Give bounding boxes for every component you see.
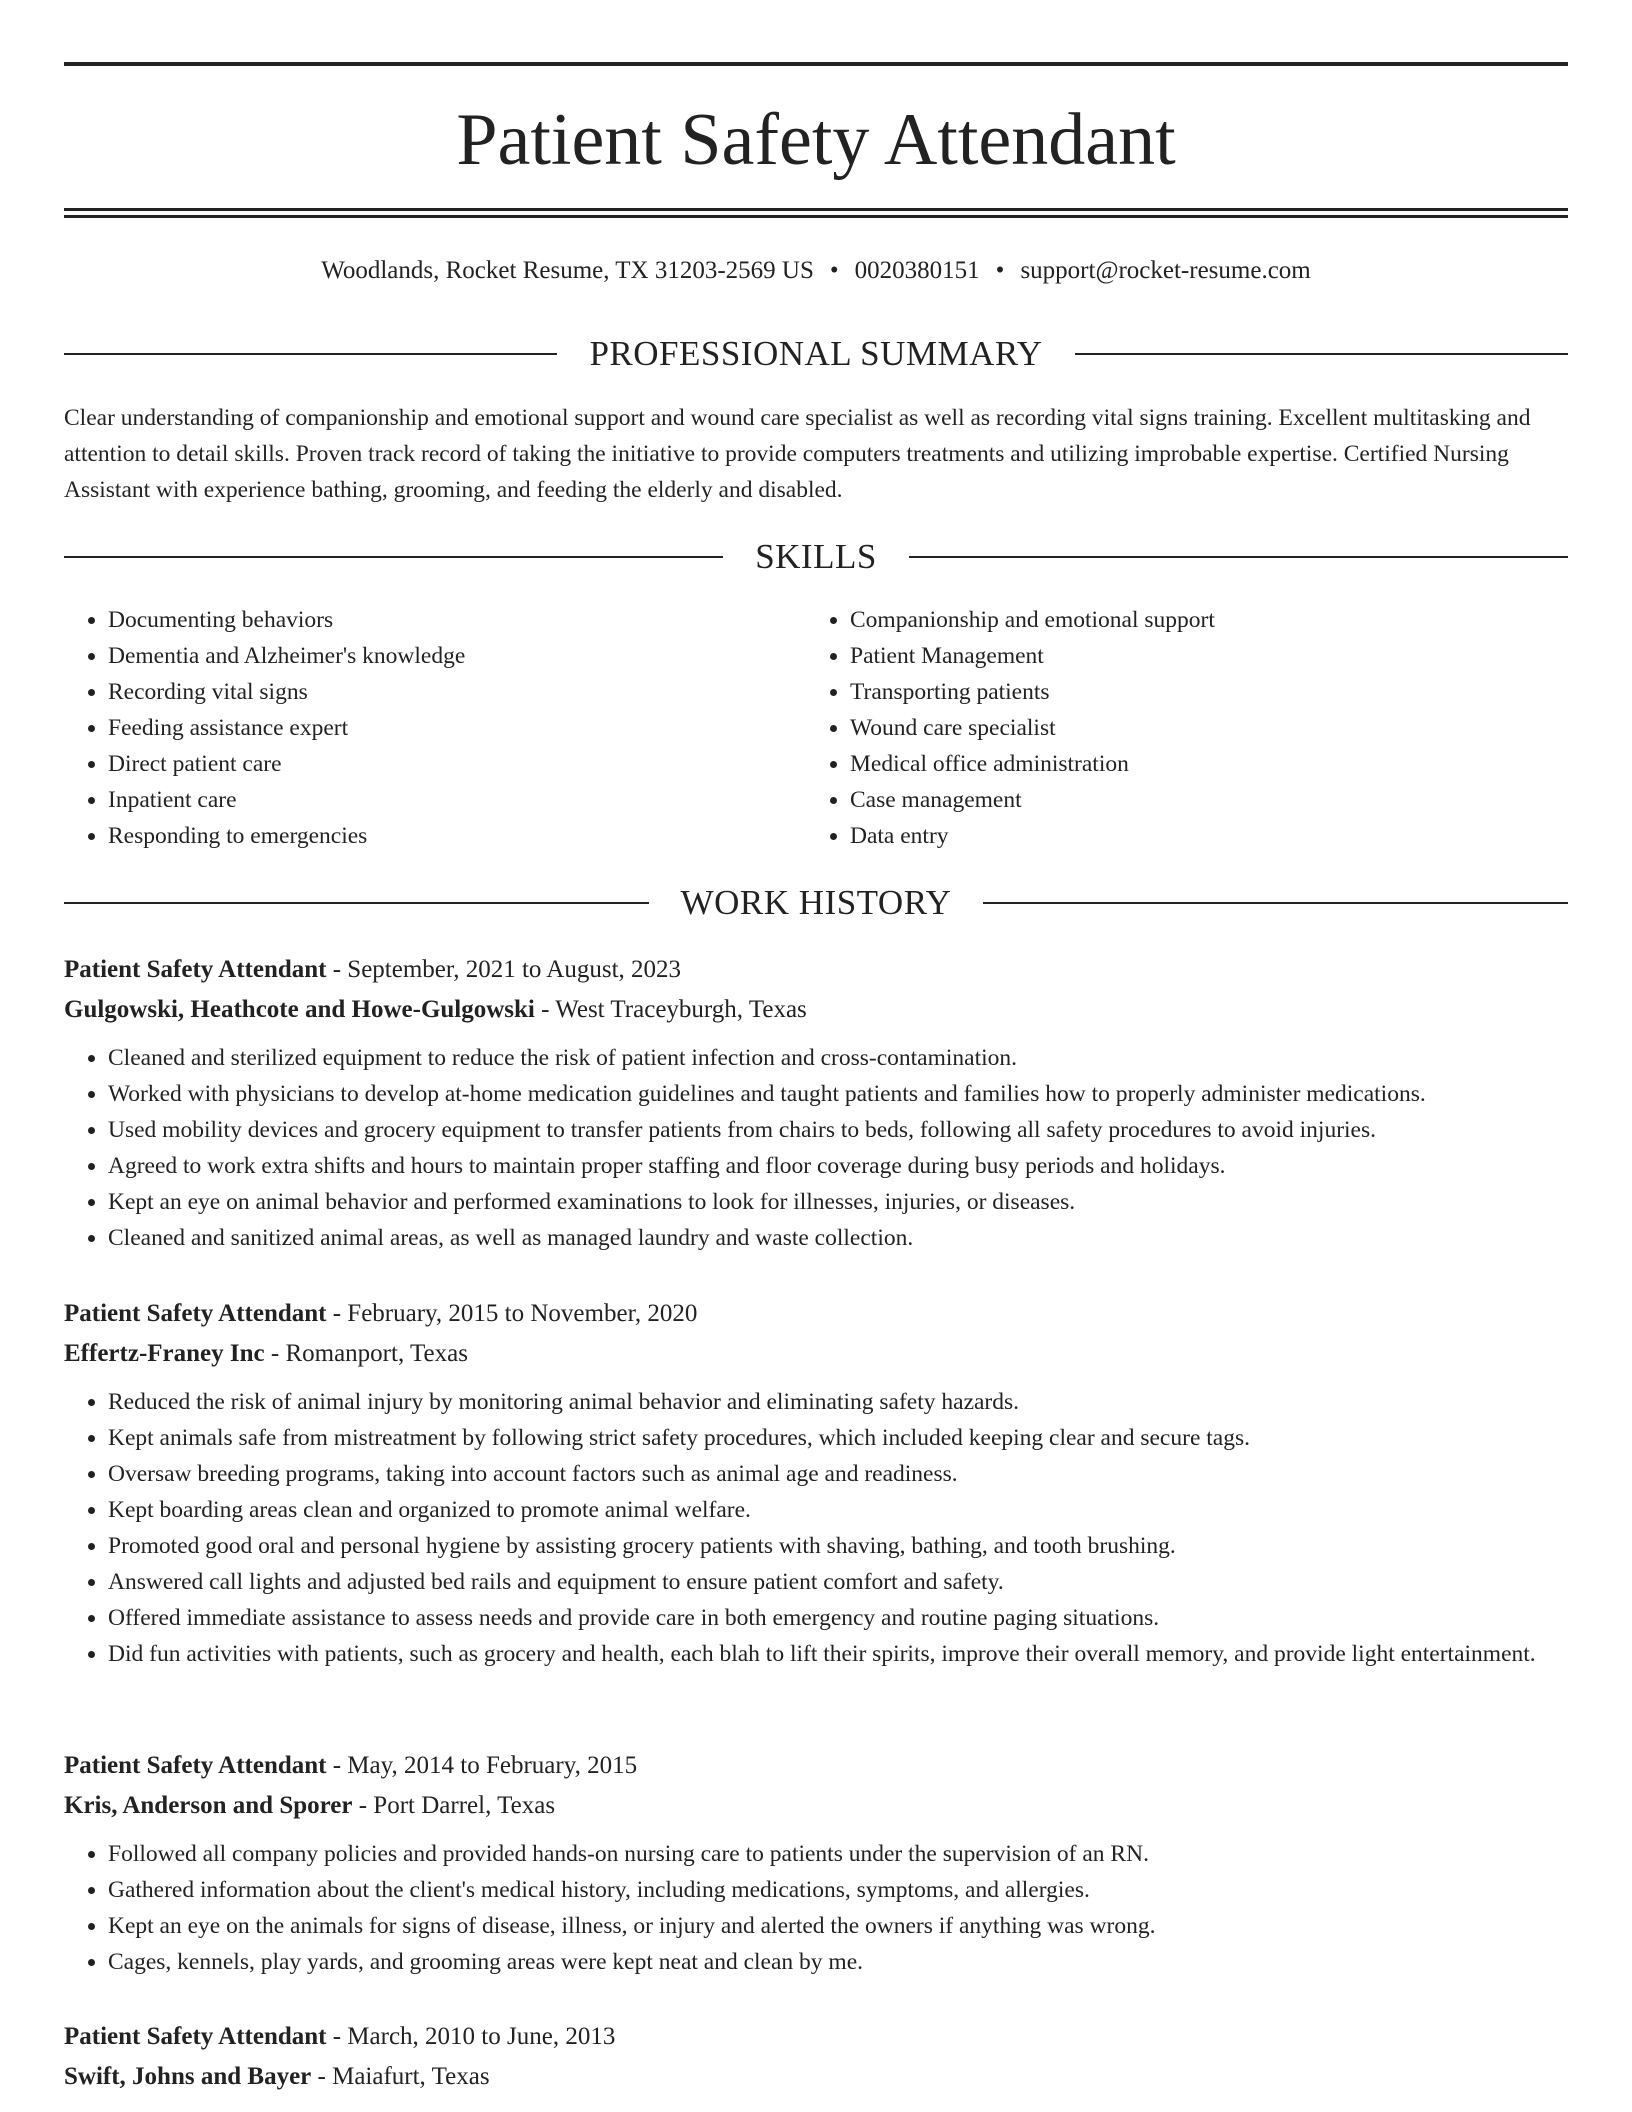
job-company-line	[64, 1786, 1568, 1826]
job-title-line	[64, 1746, 1568, 1786]
title-double-rule	[64, 208, 1568, 218]
skill-item: • Transporting patients	[850, 674, 1548, 710]
job-bullet: • Cleaned and sanitized animal areas, as well as managed laundry and waste collection.	[108, 1220, 1568, 1256]
section-rule	[64, 353, 557, 355]
job-location: - Port Darrel, Texas	[352, 1792, 556, 1819]
job-bullet: • Used mobility devices and grocery equipment to transfer patients from chairs to beds, following all safety procedures to avoid injuries.	[108, 1112, 1568, 1148]
job-bullet: • Agreed to work extra shifts and hours to maintain proper staffing and floor coverage during busy periods and holidays.	[108, 1148, 1568, 1184]
skill-item: • Recording vital signs	[108, 674, 806, 710]
job-title-line	[64, 2017, 1568, 2057]
skill-item: • Inpatient care	[108, 782, 806, 818]
job-dates: - March, 2010 to June, 2013	[326, 2023, 616, 2050]
job-company: Kris, Anderson and Sporer	[64, 1792, 353, 1819]
job-company: Swift, Johns and Bayer	[64, 2063, 312, 2090]
skill-item: • Responding to emergencies	[108, 818, 806, 854]
job-entry	[64, 1294, 1568, 1672]
skill-item: • Case management	[850, 782, 1548, 818]
job-bullet: • Oversaw breeding programs, taking into account factors such as animal age and readiness.	[108, 1456, 1568, 1492]
job-bullet: • Cages, kennels, play yards, and grooming areas were kept neat and clean by me.	[108, 1944, 1568, 1980]
skill-item: • Documenting behaviors	[108, 602, 806, 638]
contact-email: support@rocket-resume.com	[1020, 257, 1311, 284]
job-title-line	[64, 950, 1568, 990]
skill-item: • Companionship and emotional support	[850, 602, 1548, 638]
resume-title: Patient Safety Attendant	[456, 99, 1176, 181]
skills-list-right	[806, 602, 1548, 854]
job-location: - Maiafurt, Texas	[311, 2063, 490, 2090]
job-title: Patient Safety Attendant	[64, 1300, 327, 1327]
section-rule	[64, 556, 723, 558]
job-title: Patient Safety Attendant	[64, 956, 327, 983]
contact-phone: 0020380151	[854, 257, 980, 284]
job-bullet: • Kept boarding areas clean and organized to promote animal welfare.	[108, 1492, 1568, 1528]
section-title: PROFESSIONAL SUMMARY	[589, 334, 1043, 373]
job-bullet: • Reduced the risk of animal injury by monitoring animal behavior and eliminating safety hazards.	[108, 1384, 1568, 1420]
contact-line	[64, 254, 1568, 288]
section-header-skills	[64, 535, 1568, 579]
job-bullet: • Kept an eye on the animals for signs of disease, illness, or injury and alerted the owners if anything was wrong.	[108, 1908, 1568, 1944]
job-bullet: • Promoted good oral and personal hygiene by assisting grocery patients with shaving, bathing, and tooth brushing.	[108, 1528, 1568, 1564]
job-dates: - February, 2015 to November, 2020	[326, 1300, 698, 1327]
job-company: Gulgowski, Heathcote and Howe-Gulgowski	[64, 996, 535, 1023]
job-bullet: • Did fun activities with patients, such as grocery and health, each blah to lift their spirits, improve their overall memory, and provide light entertainment.	[108, 1636, 1568, 1672]
job-entry	[64, 2017, 1568, 2097]
job-bullet: • Offered immediate assistance to assess needs and provide care in both emergency and routine paging situations.	[108, 1600, 1568, 1636]
skill-item: • Feeding assistance expert	[108, 710, 806, 746]
skill-item: • Patient Management	[850, 638, 1548, 674]
job-bullet: • Cleaned and sterilized equipment to reduce the risk of patient infection and cross-contamination.	[108, 1040, 1568, 1076]
contact-address: Woodlands, Rocket Resume, TX 31203-2569 US	[321, 257, 814, 284]
skills-list-left	[64, 602, 806, 854]
job-bullets	[64, 1384, 1568, 1672]
section-title: WORK HISTORY	[680, 883, 952, 922]
section-rule	[909, 556, 1568, 558]
contact-separator: •	[829, 257, 839, 284]
job-entry	[64, 950, 1568, 1256]
job-company: Effertz-Franey Inc	[64, 1340, 265, 1367]
job-entry	[64, 1746, 1568, 1980]
skill-item: • Dementia and Alzheimer's knowledge	[108, 638, 806, 674]
job-bullet: • Gathered information about the client's medical history, including medications, symptoms, and allergies.	[108, 1872, 1568, 1908]
job-location: - West Traceyburgh, Texas	[534, 996, 807, 1023]
job-bullet: • Worked with physicians to develop at-home medication guidelines and taught patients and families how to properly administer medications.	[108, 1076, 1568, 1112]
section-header-work-history	[64, 881, 1568, 925]
job-bullet: • Kept animals safe from mistreatment by following strict safety procedures, which included keeping clear and secure tags.	[108, 1420, 1568, 1456]
job-company-line	[64, 1334, 1568, 1374]
skill-item: • Data entry	[850, 818, 1548, 854]
job-bullets	[64, 1836, 1568, 1980]
job-title: Patient Safety Attendant	[64, 1752, 327, 1779]
job-company-line	[64, 2057, 1568, 2097]
skill-item: • Medical office administration	[850, 746, 1548, 782]
skill-item: • Wound care specialist	[850, 710, 1548, 746]
job-title: Patient Safety Attendant	[64, 2023, 327, 2050]
professional-summary: Clear understanding of companionship and emotional support and wound care specialist as well as recording vital signs training. Excellent multitasking and attention to detail skills. Proven track record of taking the initiative to provide computers treatments and utilizing improbable expertise. Certified Nursing Assistant with experience bathing, grooming, and feeding the elderly and disabled.	[64, 405, 1531, 503]
job-title-line	[64, 1294, 1568, 1334]
section-header-summary	[64, 332, 1568, 376]
job-bullet: • Answered call lights and adjusted bed rails and equipment to ensure patient comfort and safety.	[108, 1564, 1568, 1600]
job-location: - Romanport, Texas	[264, 1340, 468, 1367]
skills-columns	[64, 602, 1568, 854]
section-rule	[983, 902, 1568, 904]
section-rule	[64, 902, 649, 904]
job-bullets	[64, 1040, 1568, 1256]
job-bullet: • Kept an eye on animal behavior and performed examinations to look for illnesses, injuries, or diseases.	[108, 1184, 1568, 1220]
job-dates: - September, 2021 to August, 2023	[326, 956, 682, 983]
job-company-line	[64, 990, 1568, 1030]
job-dates: - May, 2014 to February, 2015	[326, 1752, 638, 1779]
section-title: SKILLS	[755, 537, 877, 576]
section-rule	[1075, 353, 1568, 355]
skill-item: • Direct patient care	[108, 746, 806, 782]
top-rule	[64, 62, 1568, 66]
contact-separator: •	[995, 257, 1005, 284]
job-bullet: • Followed all company policies and provided hands-on nursing care to patients under the supervision of an RN.	[108, 1836, 1568, 1872]
